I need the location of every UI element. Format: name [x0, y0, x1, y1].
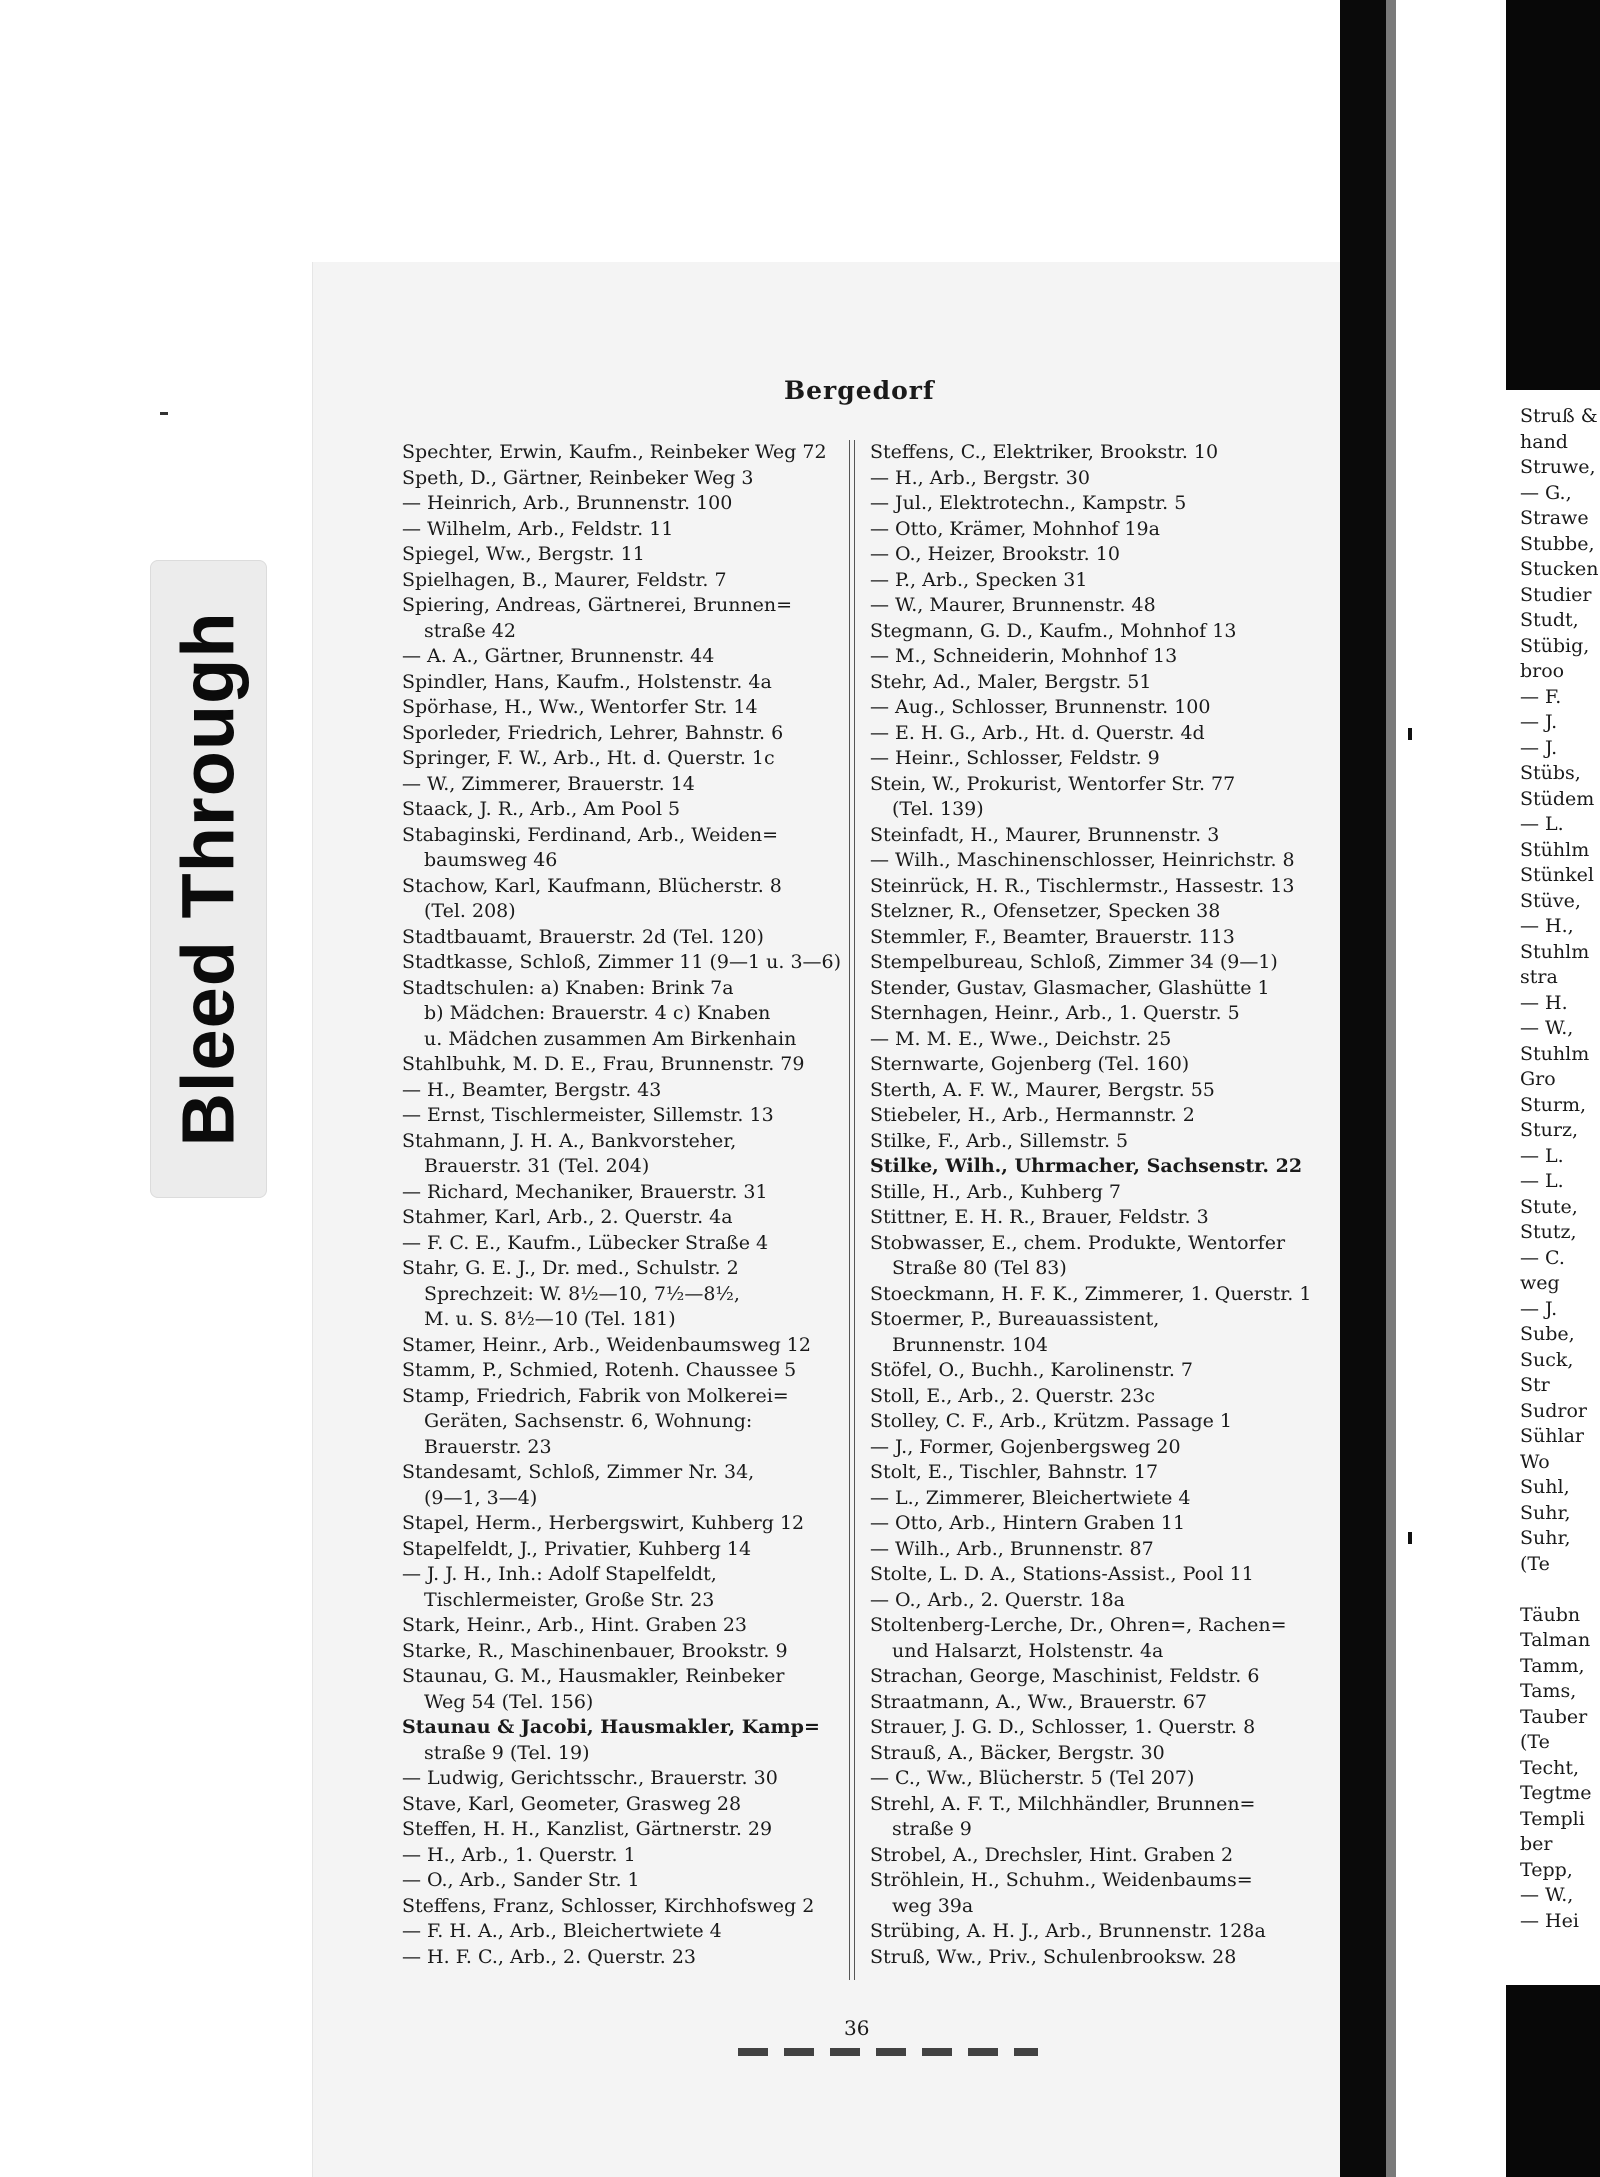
directory-entry: — O., Arb., Sander Str. 1: [402, 1869, 640, 1891]
fragment-entry: Studt,: [1520, 609, 1579, 631]
fragment-entry: Stüve,: [1520, 889, 1581, 912]
directory-entry: und Halsarzt, Holstenstr. 4a: [892, 1639, 1164, 1662]
next-page-fragment: [1520, 404, 1600, 1934]
directory-entry: Straße 80 (Tel 83): [892, 1257, 1067, 1279]
directory-entry: Stahmer, Karl, Arb., 2. Querstr. 4a: [402, 1206, 733, 1228]
directory-entry: — J. J. H., Inh.: Adolf Stapelfeldt,: [402, 1563, 717, 1585]
directory-entry: Spörhase, H., Ww., Wentorfer Str. 14: [402, 696, 758, 718]
fragment-entry: — L.: [1520, 1144, 1564, 1167]
fragment-entry: Tauber: [1520, 1705, 1588, 1728]
column-divider: [849, 440, 855, 1980]
directory-entry: Stapel, Herm., Herbergswirt, Kuhberg 12: [402, 1512, 805, 1534]
fragment-entry: — J.: [1520, 1297, 1558, 1320]
directory-entry: Sprechzeit: W. 8½—10, 7½—8½,: [424, 1282, 740, 1305]
directory-entry: Strübing, A. H. J., Arb., Brunnenstr. 128a: [870, 1920, 1266, 1942]
directory-entry: Stolt, E., Tischler, Bahnstr. 17: [870, 1461, 1159, 1483]
bleed-through-label: Bleed Through: [166, 611, 250, 1147]
fragment-entry: Sturz,: [1520, 1119, 1579, 1141]
fragment-entry: — L.: [1520, 813, 1564, 835]
directory-entry: Strauer, J. G. D., Schlosser, 1. Querstr. 8: [870, 1716, 1256, 1738]
directory-entry: Stark, Heinr., Arb., Hint. Graben 23: [402, 1614, 748, 1636]
fragment-entry: Suck,: [1520, 1348, 1574, 1371]
directory-entry: (9—1, 3—4): [424, 1486, 538, 1509]
fragment-entry: Suhr,: [1520, 1527, 1571, 1549]
directory-entry: Sterth, A. F. W., Maurer, Bergstr. 55: [870, 1078, 1215, 1101]
directory-entry: — H. F. C., Arb., 2. Querstr. 23: [402, 1945, 696, 1968]
directory-entry: Spechter, Erwin, Kaufm., Reinbeker Weg 72: [402, 441, 827, 463]
directory-entry: straße 9: [892, 1818, 972, 1840]
fragment-entry: Suhl,: [1520, 1476, 1570, 1498]
fragment-entry: Struwe,: [1520, 456, 1596, 478]
directory-entry: Steffens, Franz, Schlosser, Kirchhofsweg 2: [402, 1894, 815, 1917]
directory-entry: Stave, Karl, Geometer, Grasweg 28: [402, 1792, 742, 1815]
left-column: [402, 440, 842, 1970]
fragment-entry: Sube,: [1520, 1323, 1575, 1345]
directory-entry: Stempelbureau, Schloß, Zimmer 34 (9—1): [870, 951, 1278, 973]
directory-entry: Strauß, A., Bäcker, Bergstr. 30: [870, 1741, 1165, 1764]
directory-entry: Struß, Ww., Priv., Schulenbrooksw. 28: [870, 1945, 1237, 1968]
directory-entry: baumsweg 46: [424, 849, 558, 871]
fragment-entry: — W.,: [1520, 1884, 1574, 1906]
directory-entry: — M. M. E., Wwe., Deichstr. 25: [870, 1027, 1172, 1050]
fragment-entry: Tegtme: [1520, 1782, 1592, 1804]
directory-entry: Stobwasser, E., chem. Produkte, Wentorfer: [870, 1231, 1286, 1254]
fragment-entry: Str: [1520, 1374, 1550, 1396]
scan-edge-band: [1340, 0, 1386, 2177]
directory-entry: — W., Maurer, Brunnenstr. 48: [870, 594, 1156, 616]
fragment-entry: Stühlm: [1520, 838, 1590, 861]
fragment-entry: Tamm,: [1520, 1654, 1585, 1677]
directory-entry: Spielhagen, B., Maurer, Feldstr. 7: [402, 568, 727, 591]
fragment-entry: — H.,: [1520, 915, 1574, 937]
fragment-entry: Talman: [1520, 1629, 1591, 1651]
directory-entry: Steffens, C., Elektriker, Brookstr. 10: [870, 441, 1219, 463]
directory-entry: Sternhagen, Heinr., Arb., 1. Querstr. 5: [870, 1002, 1240, 1024]
directory-entry: — Wilh., Arb., Brunnenstr. 87: [870, 1537, 1154, 1560]
fragment-entry: weg: [1520, 1272, 1560, 1294]
directory-entry: — H., Beamter, Bergstr. 43: [402, 1078, 662, 1101]
directory-entry: Stein, W., Prokurist, Wentorfer Str. 77: [870, 772, 1236, 795]
directory-entry: — Richard, Mechaniker, Brauerstr. 31: [402, 1180, 768, 1203]
directory-entry: Ströhlein, H., Schuhm., Weidenbaums=: [870, 1869, 1253, 1891]
directory-entry: Springer, F. W., Arb., Ht. d. Querstr. 1c: [402, 747, 775, 769]
directory-entry: — Ludwig, Gerichtsschr., Brauerstr. 30: [402, 1767, 778, 1789]
fragment-entry: Strawe: [1520, 507, 1589, 529]
directory-entry: straße 42: [424, 619, 516, 642]
directory-entry: Stittner, E. H. R., Brauer, Feldstr. 3: [870, 1206, 1209, 1228]
fragment-entry: — C.: [1520, 1246, 1565, 1269]
scan-mark: [160, 412, 168, 415]
directory-entry: Stemmler, F., Beamter, Brauerstr. 113: [870, 925, 1235, 948]
directory-entry: — Heinrich, Arb., Brunnenstr. 100: [402, 492, 733, 514]
fragment-entry: Stübs,: [1520, 762, 1581, 784]
directory-entry: Stille, H., Arb., Kuhberg 7: [870, 1180, 1122, 1203]
directory-entry: — Otto, Krämer, Mohnhof 19a: [870, 517, 1160, 540]
fragment-entry: Struß &: [1520, 405, 1598, 427]
fragment-entry: — G.,: [1520, 481, 1572, 504]
directory-entry: — P., Arb., Specken 31: [870, 568, 1088, 591]
fragment-entry: Techt,: [1520, 1756, 1579, 1779]
directory-entry: Spiering, Andreas, Gärtnerei, Brunnen=: [402, 594, 793, 616]
directory-entry: Stahr, G. E. J., Dr. med., Schulstr. 2: [402, 1257, 739, 1279]
directory-entry: Stoermer, P., Bureauassistent,: [870, 1308, 1160, 1330]
fragment-entry: Stünkel: [1520, 864, 1594, 886]
directory-entry: weg 39a: [892, 1894, 974, 1917]
fragment-entry: Sturm,: [1520, 1093, 1587, 1116]
fragment-entry: Sühlar: [1520, 1425, 1584, 1447]
fragment-entry: Gro: [1520, 1068, 1556, 1090]
directory-entry: Staunau, G. M., Hausmakler, Reinbeker: [402, 1665, 785, 1687]
fragment-entry: (Te: [1520, 1731, 1550, 1753]
directory-entry: — Aug., Schlosser, Brunnenstr. 100: [870, 696, 1211, 718]
directory-entry: Strachan, George, Maschinist, Feldstr. 6: [870, 1665, 1260, 1687]
directory-entry: Stadtkasse, Schloß, Zimmer 11 (9—1 u. 3—6): [402, 951, 842, 973]
directory-entry: Speth, D., Gärtner, Reinbeker Weg 3: [402, 466, 754, 489]
directory-entry: Starke, R., Maschinenbauer, Brookstr. 9: [402, 1639, 788, 1662]
directory-entry: — W., Zimmerer, Brauerstr. 14: [402, 772, 695, 795]
bleed-through-tag: [150, 560, 267, 1198]
scan-tick: [1408, 1532, 1412, 1544]
directory-entry: Stoeckmann, H. F. K., Zimmerer, 1. Querstr. 1: [870, 1282, 1312, 1305]
fragment-entry: — W.,: [1520, 1017, 1574, 1039]
directory-entry: Brunnenstr. 104: [892, 1333, 1048, 1356]
directory-entry: — M., Schneiderin, Mohnhof 13: [870, 645, 1178, 667]
directory-entry: Brauerstr. 23: [424, 1435, 552, 1458]
scan-gap: [1396, 0, 1506, 2177]
fragment-entry: — L.: [1520, 1170, 1564, 1192]
directory-entry: Sternwarte, Gojenberg (Tel. 160): [870, 1053, 1190, 1075]
scan-corner-top: [1506, 0, 1600, 390]
directory-entry: Stoll, E., Arb., 2. Querstr. 23c: [870, 1384, 1155, 1407]
directory-entry: — Wilhelm, Arb., Feldstr. 11: [402, 517, 674, 540]
fragment-entry: Stüdem: [1520, 787, 1595, 810]
fragment-entry: Stübig,: [1520, 634, 1590, 657]
directory-entry: — Wilh., Maschinenschlosser, Heinrichstr. 8: [870, 849, 1295, 871]
directory-entry: Stolley, C. F., Arb., Krützm. Passage 1: [870, 1410, 1233, 1432]
directory-entry: Staack, J. R., Arb., Am Pool 5: [402, 798, 681, 820]
directory-entry: Stender, Gustav, Glasmacher, Glashütte 1: [870, 976, 1270, 999]
directory-entry: Steinrück, H. R., Tischlermstr., Hassestr. 13: [870, 874, 1295, 897]
directory-entry: — Heinr., Schlosser, Feldstr. 9: [870, 747, 1160, 769]
fragment-entry: Stuhlm: [1520, 1042, 1590, 1065]
directory-entry: — Otto, Arb., Hintern Graben 11: [870, 1512, 1186, 1534]
directory-entry: Stilke, Wilh., Uhrmacher, Sachsenstr. 22: [870, 1155, 1303, 1177]
directory-entry: (Tel. 208): [424, 900, 516, 922]
fragment-entry: Templi: [1520, 1807, 1585, 1830]
directory-entry: — O., Arb., 2. Querstr. 18a: [870, 1588, 1125, 1611]
scan-tick: [1408, 728, 1412, 740]
directory-entry: Stahmann, J. H. A., Bankvorsteher,: [402, 1129, 737, 1152]
fragment-entry: broo: [1520, 660, 1565, 682]
directory-entry: b) Mädchen: Brauerstr. 4 c) Knaben: [424, 1002, 771, 1024]
scan-corner-bottom: [1506, 1985, 1600, 2177]
fragment-entry: Sudror: [1520, 1399, 1588, 1422]
directory-entry: Geräten, Sachsenstr. 6, Wohnung:: [424, 1410, 753, 1432]
bleed-smudge: [738, 2048, 1038, 2056]
fragment-entry: Stute,: [1520, 1195, 1578, 1218]
directory-entry: straße 9 (Tel. 19): [424, 1741, 590, 1764]
fragment-entry: (Te: [1520, 1552, 1550, 1575]
directory-entry: (Tel. 139): [892, 798, 984, 820]
page-number: 36: [844, 2016, 870, 2040]
directory-entry: Stamm, P., Schmied, Rotenh. Chaussee 5: [402, 1359, 797, 1381]
directory-entry: — A. A., Gärtner, Brunnenstr. 44: [402, 645, 715, 667]
directory-entry: Stelzner, R., Ofensetzer, Specken 38: [870, 900, 1221, 922]
directory-entry: Stilke, F., Arb., Sillemstr. 5: [870, 1129, 1129, 1152]
directory-entry: Stadtbauamt, Brauerstr. 2d (Tel. 120): [402, 925, 764, 948]
fragment-entry: Stubbe,: [1520, 532, 1595, 555]
directory-entry: Tischlermeister, Große Str. 23: [424, 1588, 715, 1611]
directory-entry: Strobel, A., Drechsler, Hint. Graben 2: [870, 1843, 1234, 1866]
directory-entry: Weg 54 (Tel. 156): [424, 1690, 594, 1713]
directory-entry: Steffen, H. H., Kanzlist, Gärtnerstr. 29: [402, 1818, 773, 1840]
directory-entry: — E. H. G., Arb., Ht. d. Querstr. 4d: [870, 721, 1205, 744]
fragment-entry: — J.: [1520, 711, 1558, 733]
directory-entry: — J., Former, Gojenbergsweg 20: [870, 1435, 1181, 1458]
directory-entry: — Ernst, Tischlermeister, Sillemstr. 13: [402, 1104, 774, 1126]
fragment-entry: Täubn: [1520, 1603, 1581, 1626]
fragment-entry: Studier: [1520, 583, 1592, 606]
directory-entry: Spiegel, Ww., Bergstr. 11: [402, 543, 645, 565]
directory-entry: Strehl, A. F. T., Milchhändler, Brunnen=: [870, 1792, 1256, 1815]
directory-entry: — F. H. A., Arb., Bleichertwiete 4: [402, 1920, 722, 1942]
directory-entry: — H., Arb., Bergstr. 30: [870, 466, 1090, 489]
directory-entry: Brauerstr. 31 (Tel. 204): [424, 1155, 650, 1177]
directory-entry: Stamer, Heinr., Arb., Weidenbaumsweg 12: [402, 1333, 811, 1356]
directory-entry: — H., Arb., 1. Querstr. 1: [402, 1843, 636, 1866]
directory-entry: Standesamt, Schloß, Zimmer Nr. 34,: [402, 1461, 755, 1483]
directory-entry: Stapelfeldt, J., Privatier, Kuhberg 14: [402, 1537, 752, 1560]
fragment-entry: [1520, 1577, 1600, 1603]
fragment-entry: Stuhlm: [1520, 940, 1590, 963]
right-column: [870, 440, 1312, 1970]
directory-entry: M. u. S. 8½—10 (Tel. 181): [424, 1308, 676, 1330]
directory-entry: — F. C. E., Kaufm., Lübecker Straße 4: [402, 1231, 769, 1254]
fragment-entry: Stucken: [1520, 558, 1599, 580]
directory-entry: — Jul., Elektrotechn., Kampstr. 5: [870, 492, 1187, 514]
fragment-entry: Wo: [1520, 1450, 1550, 1473]
fragment-entry: ber: [1520, 1833, 1553, 1855]
directory-entry: Straatmann, A., Ww., Brauerstr. 67: [870, 1690, 1207, 1713]
directory-entry: Sporleder, Friedrich, Lehrer, Bahnstr. 6: [402, 721, 784, 744]
fragment-entry: — H.: [1520, 991, 1568, 1014]
fragment-entry: — Hei: [1520, 1909, 1579, 1932]
directory-entry: u. Mädchen zusammen Am Birkenhain: [424, 1027, 797, 1050]
fragment-entry: Tepp,: [1520, 1858, 1573, 1881]
directory-entry: Stolte, L. D. A., Stations-Assist., Pool 11: [870, 1563, 1254, 1585]
fragment-entry: hand: [1520, 430, 1568, 453]
directory-entry: Stahlbuhk, M. D. E., Frau, Brunnenstr. 79: [402, 1053, 805, 1075]
directory-entry: Stegmann, G. D., Kaufm., Mohnhof 13: [870, 619, 1237, 642]
directory-entry: Steinfadt, H., Maurer, Brunnenstr. 3: [870, 823, 1220, 846]
directory-entry: Stadtschulen: a) Knaben: Brink 7a: [402, 976, 734, 999]
directory-entry: Stöfel, O., Buchh., Karolinenstr. 7: [870, 1359, 1193, 1381]
fragment-entry: — F.: [1520, 685, 1562, 708]
scan-edge-strip: [1386, 0, 1396, 2177]
directory-entry: Stachow, Karl, Kaufmann, Blücherstr. 8: [402, 874, 782, 897]
fragment-entry: stra: [1520, 966, 1558, 988]
directory-entry: Spindler, Hans, Kaufm., Holstenstr. 4a: [402, 670, 772, 693]
directory-entry: — C., Ww., Blücherstr. 5 (Tel 207): [870, 1767, 1195, 1789]
directory-entry: Stabaginski, Ferdinand, Arb., Weiden=: [402, 823, 779, 846]
directory-entry: Stehr, Ad., Maler, Bergstr. 51: [870, 670, 1152, 693]
directory-entry: — O., Heizer, Brookstr. 10: [870, 543, 1120, 565]
fragment-entry: Stutz,: [1520, 1221, 1577, 1243]
directory-entry: Stoltenberg-Lerche, Dr., Ohren=, Rachen=: [870, 1614, 1287, 1636]
directory-entry: — L., Zimmerer, Bleichertwiete 4: [870, 1486, 1191, 1509]
fragment-entry: — J.: [1520, 736, 1558, 759]
directory-entry: Stiebeler, H., Arb., Hermannstr. 2: [870, 1104, 1195, 1126]
directory-entry: Stamp, Friedrich, Fabrik von Molkerei=: [402, 1384, 789, 1407]
directory-entry: Staunau & Jacobi, Hausmakler, Kamp=: [402, 1716, 820, 1738]
fragment-entry: Tams,: [1520, 1680, 1577, 1702]
fragment-entry: Suhr,: [1520, 1501, 1571, 1524]
page-title: Bergedorf: [784, 376, 935, 405]
